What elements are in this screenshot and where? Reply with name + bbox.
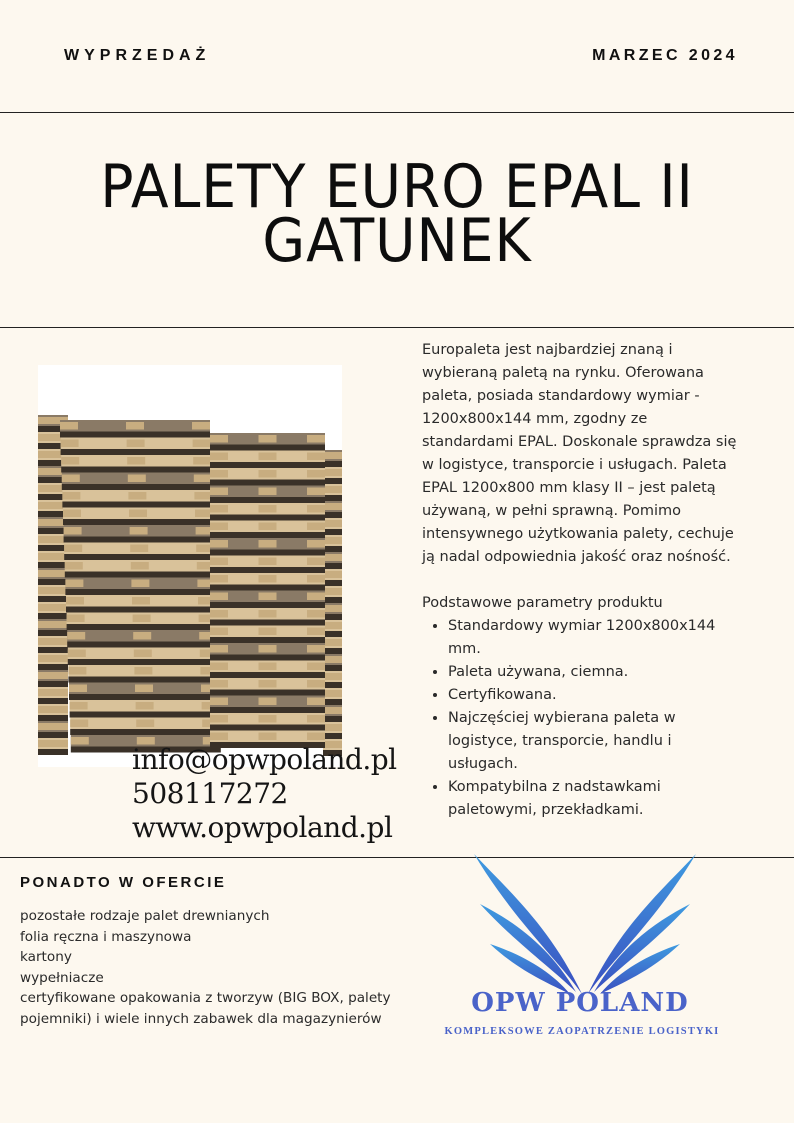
logo-wings-icon [470,852,700,997]
offer-line: folia ręczna i maszynowa [20,928,192,945]
list-item: • Certyfikowana. [448,684,742,707]
params-list [422,615,742,822]
divider-top [0,112,794,113]
pallet-stack-photo [38,365,342,767]
params-title: Podstawowe parametry produktu [422,595,663,611]
contact-block [132,743,397,845]
offer-line: certyfikowane opakowania z tworzyw (BIG BOX, palety [20,990,391,1006]
pallet-stack-illustration [38,365,342,767]
logo-tagline: KOMPLEKSOWE ZAOPATRZENIE LOGISTYKI [444,1026,720,1037]
header-sale-label: WYPRZEDAŻ [64,47,211,64]
offer-line: pojemniki) i wiele innych zabawek dla magazynierów [20,1010,382,1027]
logo-name: OPW POLAND [471,988,689,1018]
offer-line: wypełniacze [20,969,104,986]
header-date-label: MARZEC 2024 [592,47,738,64]
contact-phone[interactable]: 508117272 [132,777,288,810]
divider-middle [0,327,794,328]
offer-line: pozostałe rodzaje palet drewnianych [20,908,270,924]
list-item: • Kompatybilna z nadstawkami paletowymi, przekładkami. [448,776,742,822]
list-item: • Najczęściej wybierana paleta w logistyce, transporcie, handlu i usługach. [448,707,742,776]
product-description [422,339,742,822]
offer-list [20,906,420,1029]
description-paragraph: Europaleta jest najbardziej znaną i wybieraną paletą na rynku. Oferowana paleta, posiada standardowy wymiar - 1200x800x144 mm, zgodny ze standardami EPAL. Doskonale sprawdza się w logistyce, transporcie i usługach. Paleta EPAL 1200x800 mm klasy II – jest paletą używaną, w pełni sprawną. Pomimo intensywnego użytkowania palety, cechuje ją nadal odpowiednia jakość oraz nośność. [422,342,737,565]
title-line-2: GATUNEK [262,206,532,276]
list-item: • Paleta używana, ciemna. [448,661,742,684]
offer-line: kartony [20,949,72,965]
list-item: • Standardowy wymiar 1200x800x144 mm. [448,615,742,661]
contact-website[interactable]: www.opwpoland.pl [132,811,393,844]
page-title [69,152,726,276]
title-line-1: PALETY EURO EPAL II [100,152,694,222]
offer-title: PONADTO W OFERCIE [20,874,227,891]
contact-email[interactable]: info@opwpoland.pl [132,743,397,776]
